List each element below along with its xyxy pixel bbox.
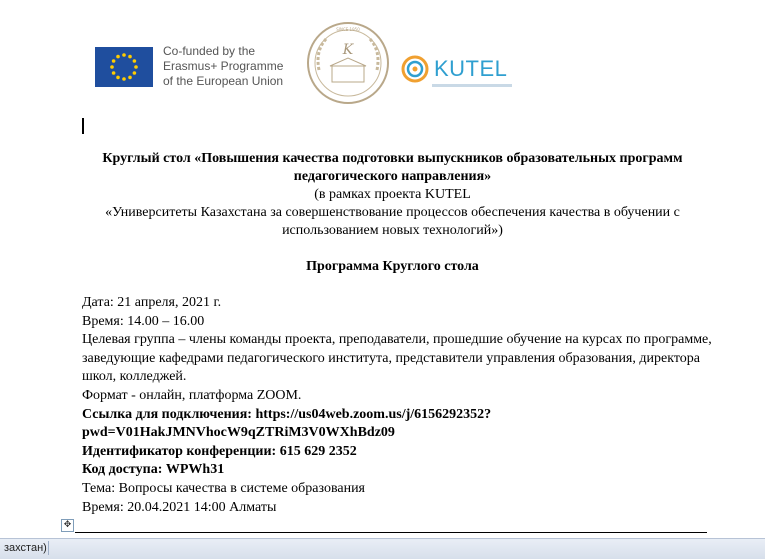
eu-erasmus-logo	[95, 44, 283, 89]
eu-logo-line: of the European Union	[163, 74, 284, 88]
status-bar	[0, 538, 765, 559]
meeting-topic: Тема: Вопросы качества в системе образования	[82, 480, 366, 496]
conference-id: Идентификатор конференции: 615 629 2352	[82, 443, 357, 459]
text-cursor	[82, 118, 84, 134]
status-language[interactable]: захстан)	[4, 542, 47, 554]
program-heading: Программа Круглого стола	[306, 259, 479, 274]
meeting-datetime: Время: 20.04.2021 14:00 Алматы	[82, 499, 277, 515]
event-title: Круглый стол «Повышения качества подготовки выпускников образовательных программ педагогического направления»	[102, 151, 683, 184]
access-code: Код доступа: WPWh31	[82, 462, 225, 478]
kutel-logo	[398, 52, 507, 86]
project-subtitle: (в рамках проекта KUTEL	[314, 187, 471, 202]
kutel-tagline	[432, 84, 512, 87]
event-time: Время: 14.00 – 16.00	[82, 313, 205, 329]
svg-text:K: K	[342, 42, 354, 58]
zoom-link-line2[interactable]: pwd=V01HakJMNVhocW9qZTRiM3V0WXhBdz09	[82, 425, 395, 441]
event-format: Формат - онлайн, платформа ZOOM.	[82, 387, 302, 403]
event-details	[82, 294, 722, 517]
university-seal-logo	[305, 20, 391, 106]
eu-flag-icon	[95, 47, 153, 87]
status-separator	[48, 541, 49, 555]
seal-text: SINCE 1950	[336, 27, 360, 32]
kutel-logo-text: KUTEL	[434, 56, 508, 81]
table-top-border	[75, 532, 707, 533]
project-description: «Университеты Казахстана за совершенствование процессов обеспечения качества в обучении с использованием новых технологий»)	[105, 205, 680, 238]
event-date: Дата: 21 апреля, 2021 г.	[82, 295, 222, 310]
eu-logo-line: Co-funded by the	[163, 44, 256, 58]
table-move-handle-icon[interactable]: ✥	[61, 519, 74, 532]
eu-logo-line: Erasmus+ Programme	[163, 59, 284, 73]
target-group: Целевая группа – члены команды проекта, преподаватели, прошедшие обучение на курсах по программе, заведующие кафедрами педагогического института, представители управления образования, директора школ, колледжей.	[82, 332, 712, 385]
kutel-swirl-icon	[398, 52, 432, 86]
eu-logo-caption	[163, 44, 283, 89]
zoom-link-line1[interactable]: Ссылка для подключения: https://us04web.zoom.us/j/6156292352?	[82, 406, 492, 422]
